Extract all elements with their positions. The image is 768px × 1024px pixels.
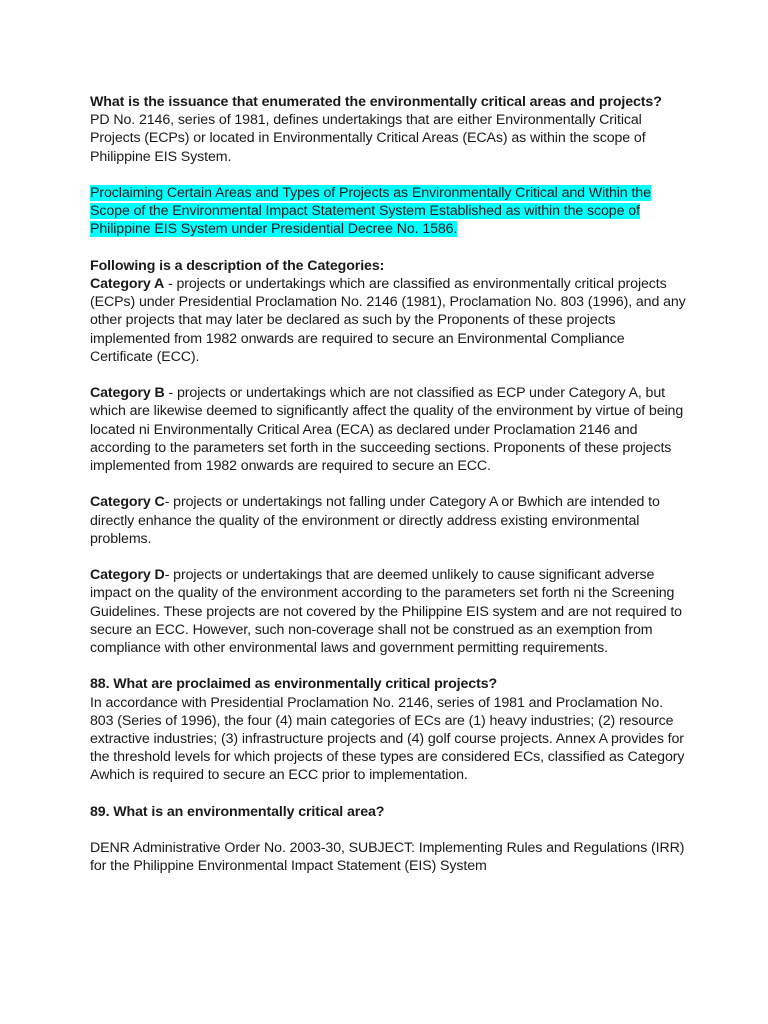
answer-89-block [90, 839, 690, 875]
issuance-block [90, 93, 690, 166]
category-c-label: Category C [90, 494, 165, 511]
question-issuance: What is the issuance that enumerated the environmentally critical areas and projects? [90, 94, 662, 110]
category-b-block [90, 384, 690, 475]
document-page [90, 93, 690, 876]
answer-issuance: PD No. 2146, series of 1981, defines undertakings that are either Environmentally Critical Projects (ECPs) or located in Environmentally Critical Areas (ECAs) as within the scope of Philippine EIS System. [90, 112, 646, 165]
question-88-block [90, 675, 690, 784]
question-89: 89. What is an environmentally critical area? [90, 803, 385, 820]
category-b-text: - projects or undertakings which are not classified as ECP under Category A, but which are likewise deemed to significantly affect the quality of the environment by virtue of being located ni Environmentally Critical Area (ECA) as declared under Proclamation 2146 and according to the parameters set forth in the succeeding sections. Proponents of these projects implemented from 1982 onwards are required to secure an ECC. [90, 385, 684, 475]
categories-heading: Following is a description of the Categories: [90, 257, 385, 274]
category-a-block [90, 257, 690, 366]
category-d-label: Category D [90, 567, 165, 584]
answer-88: In accordance with Presidential Proclamation No. 2146, series of 1981 and Proclamation No. 803 (Series of 1996), the four (4) main categories of ECs are (1) heavy industries; (2) resource extractive industries; (3) infrastructure projects and (4) golf course projects. Annex A provides for the threshold levels for which projects of these types are considered ECs, classified as Category Awhich is required to secure an ECC prior to implementation. [90, 694, 685, 784]
category-c-block [90, 493, 690, 548]
answer-89: DENR Administrative Order No. 2003-30, SUBJECT: Implementing Rules and Regulations (IRR) for the Philippine Environmental Impact Statement (EIS) System [90, 840, 685, 875]
question-88: 88. What are proclaimed as environmentally critical projects? [90, 676, 498, 693]
category-c-text: - projects or undertakings not falling under Category A or Bwhich are intended to directly enhance the quality of the environment or directly address existing environmental problems. [90, 494, 660, 547]
category-a-text: - projects or undertakings which are classified as environmentally critical projects (ECPs) under Presidential Proclamation No. 2146 (1981), Proclamation No. 803 (1996), and any other projects that may later be declared as such by the Proponents of these projects implemented from 1982 onwards are required to secure an Environmental Compliance Certificate (ECC). [90, 276, 686, 365]
question-89-block [90, 803, 690, 821]
category-b-label: Category B [90, 385, 165, 402]
category-d-text: - projects or undertakings that are deemed unlikely to cause significant adverse impact on the quality of the environment according to the parameters set forth ni the Screening Guidelines. These projects are not covered by the Philippine EIS system and are not required to secure an ECC. However, such non-coverage shall not be construed as an exemption from compliance with other environmental laws and government permitting requirements. [90, 567, 682, 657]
category-a-label: Category A [90, 276, 165, 292]
highlighted-paragraph [90, 184, 690, 239]
category-d-block [90, 566, 690, 657]
highlighted-text: Proclaiming Certain Areas and Types of Projects as Environmentally Critical and Within the Scope of the Environmental Impact Statement System Established as within the scope of Philippine EIS System under Presidential Decree No. 1586. [90, 185, 651, 238]
